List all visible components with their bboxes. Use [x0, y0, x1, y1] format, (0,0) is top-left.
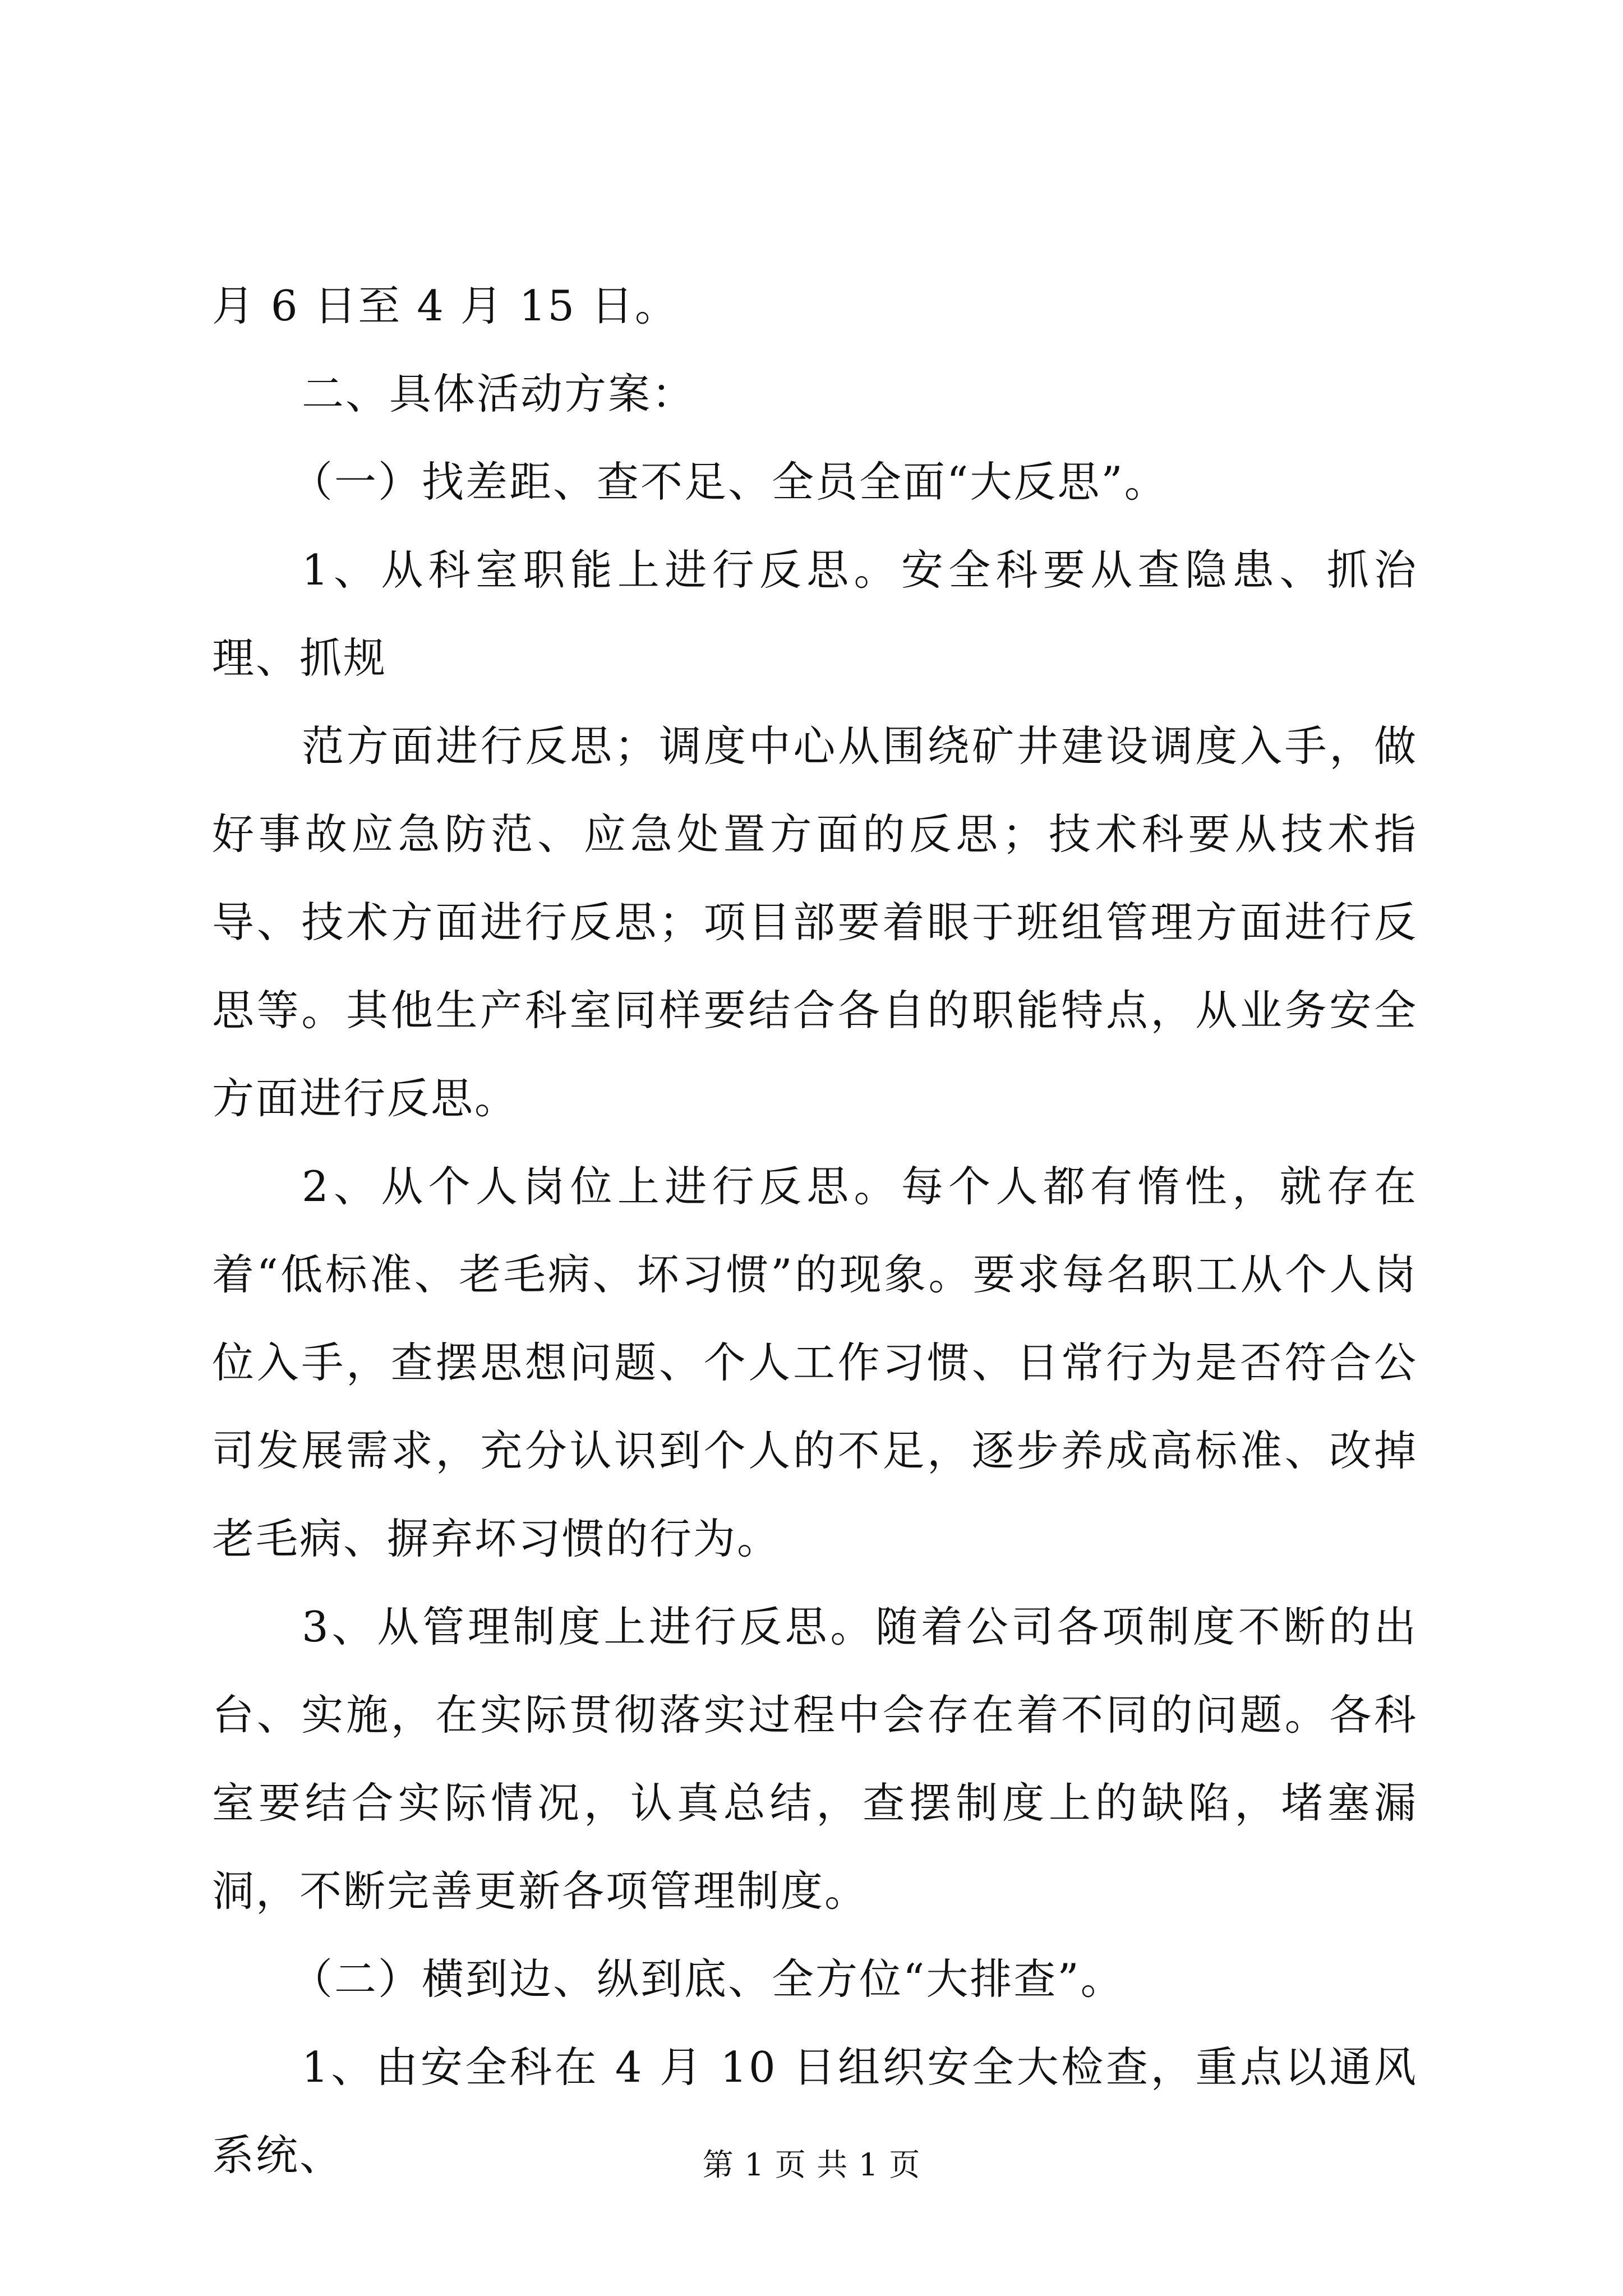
paragraph-department-reflection-body: 范方面进行反思；调度中心从围绕矿井建设调度入手，做好事故应急防范、应急处置方面的反思；技术科要从技术指导、技术方面进行反思；项目部要着眼于班组管理方面进行反思等。其他生产科室同样要结合各自的职能特点，从业务安全方面进行反思。	[212, 721, 1418, 1123]
paragraph-personal-reflection: 2、从个人岗位上进行反思。每个人都有惰性，就存在着“低标准、老毛病、坏习惯”的现象。要求每名职工从个人岗位入手，查摆思想问题、个人工作习惯、日常行为是否符合公司发展需求，充分认识到个人的不足，逐步养成高标准、改掉老毛病、摒弃坏习惯的行为。	[212, 1162, 1418, 1563]
subheading-inspection: （二）横到边、纵到底、全方位“大排查”。	[291, 1954, 1124, 2004]
paragraph-department-reflection-start: 1、从科室职能上进行反思。安全科要从查隐患、抓治理、抓规	[212, 545, 1418, 683]
document-body	[212, 262, 1418, 2200]
paragraph-safety-inspection: 1、由安全科在 4 月 10 日组织安全大检查，重点以通风系统、	[212, 2042, 1418, 2180]
paragraph-date-continuation: 月 6 日至 4 月 15 日。	[212, 281, 679, 330]
paragraph-management-reflection: 3、从管理制度上进行反思。随着公司各项制度不断的出台、实施，在实际贯彻落实过程中会存在着不同的问题。各科室要结合实际情况，认真总结，查摆制度上的缺陷，堵塞漏洞，不断完善更新各项管理制度。	[212, 1602, 1418, 1916]
subheading-reflection: （一）找差距、查不足、全员全面“大反思”。	[291, 457, 1168, 507]
section-heading-activity-plan: 二、具体活动方案：	[302, 369, 696, 418]
page-footer: 第 1 页 共 1 页	[702, 2147, 921, 2183]
